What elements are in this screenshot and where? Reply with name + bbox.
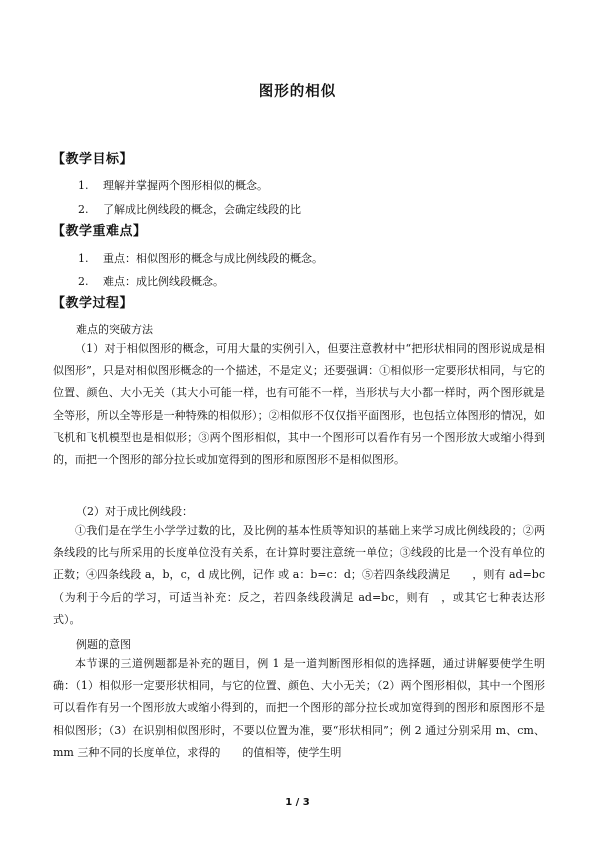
goal-item-1-text: 理解并掌握两个图形相似的概念。 xyxy=(103,179,268,192)
subheading-difficulty-methods: 难点的突破方法 xyxy=(76,323,153,336)
goal-item-1-number: 1. xyxy=(78,179,89,192)
heading-goals: 【教学目标】 xyxy=(52,152,134,167)
keypoint-item-1 xyxy=(78,250,323,266)
keypoint-item-2 xyxy=(78,273,224,289)
paragraph-proportional-segments: ①我们是在学生小学学过数的比，及比例的基本性质等知识的基础上来学习成比例线段的；②两条线段的比与所采用的长度单位没有关系，在计算时要注意统一单位；③线段的比是一个没有单位的正数；④四条线段 a，b，c，d 成比例，记作 或 a：b=c：d；⑤若四条线段满足 ，则有 ad=bc（为利于今后的学习，可适当补充：反之，若四条线段满足 ad=bc，则有 ，或其它七种表达形式）。 xyxy=(53,524,545,626)
goal-item-2-number: 2. xyxy=(78,203,89,216)
heading-process: 【教学过程】 xyxy=(52,296,134,311)
keypoint-item-1-text: 重点：相似图形的概念与成比例线段的概念。 xyxy=(103,252,323,265)
keypoint-item-2-number: 2. xyxy=(78,275,89,288)
goal-item-1 xyxy=(78,177,268,193)
paragraph-similar-figures: （1）对于相似图形的概念，可用大量的实例引入，但要注意教材中“把形状相同的图形说成是相似图形”，只是对相似图形概念的一个描述，不是定义；还要强调：①相似形一定要形状相同，与它的位置、颜色、大小无关（其大小可能一样，也有可能不一样，当形状与大小都一样时，两个图形就是全等形，所以全等形是一种特殊的相似形）；②相似形不仅仅指平面图形，也包括立体图形的情况，如飞机和飞机模型也是相似形；③两个图形相似，其中一个图形可以看作有另一个图形放大或缩小得到的，而把一个图形的部分拉长或加宽得到的图形和原图形不是相似图形。 xyxy=(53,342,545,467)
heading-keypoints: 【教学重难点】 xyxy=(52,224,147,239)
paragraph-example-intent: 本节课的三道例题都是补充的题目，例 1 是一道判断图形相似的选择题，通过讲解要使学生明确：（1）相似形一定要形状相同，与它的位置、颜色、大小无关；（2）两个图形相似，其中一个图形可以看作有另一个图形放大或缩小得到的，而把一个图形的部分拉长或加宽得到的图形和原图形不是相似图形；（3）在识别相似图形时，不要以位置为准，要“形状相同”；例 2 通过分别采用 m、cm、mm 三种不同的长度单位，求得的 的值相等，使学生明 xyxy=(53,657,545,759)
keypoint-item-1-number: 1. xyxy=(78,252,89,265)
keypoint-item-2-text: 难点：成比例线段概念。 xyxy=(103,275,224,288)
goal-item-2 xyxy=(78,201,301,217)
goal-item-2-text: 了解成比例线段的概念，会确定线段的比 xyxy=(103,203,301,216)
subheading-example-intent: 例题的意图 xyxy=(76,638,131,651)
document-title: 图形的相似 xyxy=(258,84,337,100)
subheading-proportional-segments: （2）对于成比例线段： xyxy=(76,505,193,518)
page-number: 1 / 3 xyxy=(285,797,310,808)
